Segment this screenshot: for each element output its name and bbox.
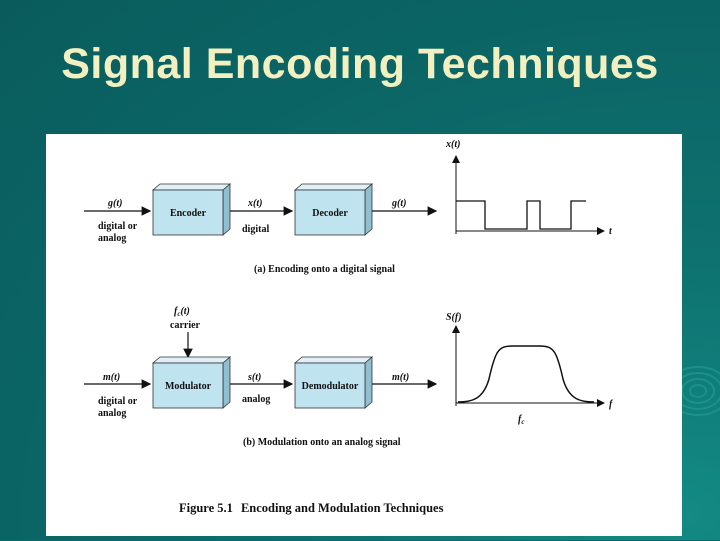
plot-b-y-label: S(f) (446, 312, 462, 323)
carrier-frequency-marker: $f_c$ (518, 414, 525, 426)
plot-a-x-label: t (609, 226, 612, 237)
demodulator-box (295, 357, 372, 408)
demodulator-label: Demodulator (301, 381, 359, 392)
figure-panel (46, 134, 682, 536)
modulator-input-note: digital or (98, 396, 138, 407)
demodulator-output-label: m(t) (392, 372, 410, 383)
modulated-note: analog (242, 394, 271, 405)
encoder-input-note-2: analog (98, 233, 127, 244)
modulator-label: Modulator (164, 381, 212, 392)
decoder-output-label: g(t) (392, 198, 407, 209)
decoder-box (295, 184, 372, 235)
modulator-box (153, 357, 230, 408)
modulation-caption: (b) Modulation onto an analog signal (243, 437, 401, 448)
modulator-input-note-2: analog (98, 408, 127, 419)
encoder-box (153, 184, 230, 235)
encoding-diagram (84, 184, 436, 275)
digital-signal-plot (445, 139, 613, 237)
spectrum-curve (458, 346, 594, 402)
figure-diagram (46, 134, 682, 536)
figure-caption (179, 501, 444, 515)
decoder-label: Decoder (312, 208, 348, 219)
encoder-input-note: digital or (98, 221, 138, 232)
slide-title: Signal Encoding Techniques (61, 40, 659, 88)
modulator-input-label: m(t) (103, 372, 121, 383)
modulated-label: s(t) (248, 372, 262, 383)
plot-a-y-label: x(t) (446, 139, 461, 150)
digital-waveform (456, 201, 586, 229)
encoder-input-label: g(t) (108, 198, 123, 209)
spectrum-plot (446, 312, 614, 426)
encoder-output-note: digital (242, 224, 270, 235)
encoder-output-label: x(t) (248, 198, 263, 209)
carrier-label: $f_c(t)$ (174, 306, 190, 318)
carrier-note: carrier (170, 320, 200, 331)
plot-b-x-label: f (609, 399, 613, 410)
encoding-caption: (a) Encoding onto a digital signal (254, 264, 395, 275)
modulation-diagram (84, 306, 436, 448)
figure-title: Encoding and Modulation Techniques (240, 501, 444, 515)
figure-number: Figure 5.1 (179, 501, 233, 515)
encoder-label: Encoder (169, 208, 207, 219)
